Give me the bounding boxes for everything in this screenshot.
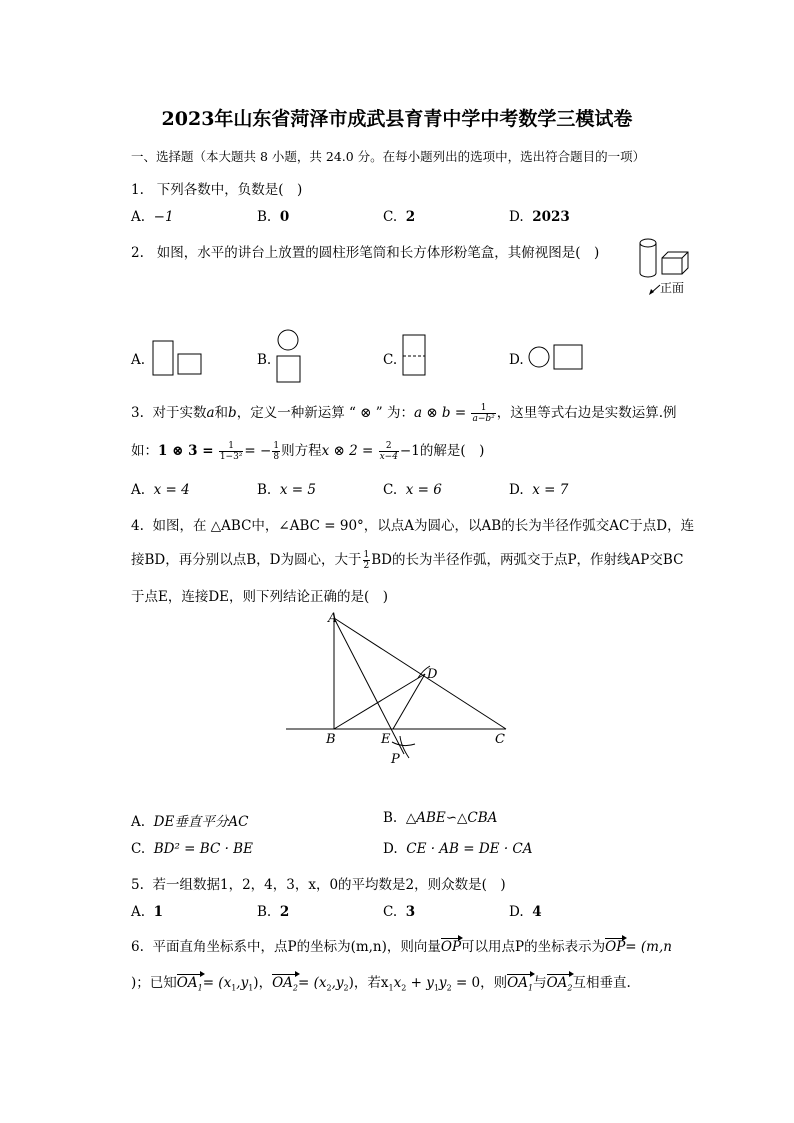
label-A: A xyxy=(328,611,338,626)
fraction: $\frac{1}{2}$ xyxy=(363,550,370,571)
q4-option-b[interactable]: B. △ABE∽△CBA xyxy=(383,810,498,826)
q1-option-b[interactable]: B. 0 xyxy=(257,209,290,225)
question-4-line-2: 接BD，再分别以点B，D为圆心，大于 $\frac{1}{2}$ BD的长为半径作弧，两弧交于点P，作射线AP交BC xyxy=(131,550,684,571)
q2-option-a-figure xyxy=(151,340,205,378)
question-number: 2. xyxy=(131,245,144,261)
question-3-line-2: 如：1 ⊗ 3 = $\frac{1}{\text{1−3²}}$ = − $\frac{1}{8}$ 则方程x ⊗ 2 = $\frac{2}{x-4}$ −1的解是( ) xyxy=(131,441,485,462)
q3-option-d[interactable]: D. x = 7 xyxy=(509,482,569,498)
q3-option-c[interactable]: C. x = 6 xyxy=(383,482,442,498)
page-title: 2023年山东省菏泽市成武县育青中学中考数学三模试卷 xyxy=(161,108,633,130)
q5-option-c[interactable]: C. 3 xyxy=(383,904,416,920)
q1-option-c[interactable]: C. 2 xyxy=(383,209,416,225)
q2-option-d-figure xyxy=(528,343,588,373)
q2-option-b[interactable]: B. xyxy=(257,352,272,368)
section-heading: 一、选择题（本大题共 8 小题，共 24.0 分。在每小题列出的选项中，选出符合题目的一项） xyxy=(131,149,646,164)
fraction: $\frac{1}{\text{a−b²}}$ xyxy=(472,403,495,424)
q4-option-c[interactable]: C. BD² = BC · BE xyxy=(131,841,253,857)
q3-option-a[interactable]: A. x = 4 xyxy=(131,482,190,498)
label-E: E xyxy=(381,732,391,747)
q3-option-b[interactable]: B. x = 5 xyxy=(257,482,316,498)
q2-option-b-figure xyxy=(274,329,304,385)
q2-option-a[interactable]: A. xyxy=(131,352,146,368)
question-4-line-3: 于点E，连接DE，则下列结论正确的是( ) xyxy=(131,589,389,605)
question-number: 1. xyxy=(131,182,144,198)
question-5: 5. 若一组数据1，2，4，3，x，0的平均数是2，则众数是( ) xyxy=(131,877,506,893)
question-1 xyxy=(131,178,302,198)
question-4-line-1: 4. 如图，在 △ABC中，∠ABC = 90°，以点A为圆心，以AB的长为半径作弧交AC于点D，连 xyxy=(131,518,695,534)
label-D: D xyxy=(427,667,438,682)
question-6-line-2: )；已知$OA_1= (x_1,y_1)$，$OA_2= (x_2,y_2)$，若$x_1x_2 + y_1y_2 = 0$，则$OA_1$与$OA_2$互相垂直. xyxy=(131,975,631,993)
front-view-label: 正面 xyxy=(660,281,685,295)
question-stem: 如图，水平的讲台上放置的圆柱形笔筒和长方体形粉笔盒，其俯视图是( ) xyxy=(156,245,600,261)
question-3-line-1: 3. 对于实数a和b，定义一种新运算 “ ⊗ ” 为：a ⊗ b = $\frac{1}{\text{a−b²}}$ ，这里等式右边是实数运算.例 xyxy=(131,403,677,424)
question-2 xyxy=(131,241,599,261)
q1-option-d[interactable]: D. 2023 xyxy=(509,209,570,225)
q4-option-d[interactable]: D. CE · AB = DE · CA xyxy=(383,841,533,857)
q1-option-a[interactable]: A. −1 xyxy=(131,209,174,225)
label-C: C xyxy=(495,732,505,747)
fraction: $\frac{1}{\text{1−3²}}$ xyxy=(219,441,243,462)
q5-option-d[interactable]: D. 4 xyxy=(509,904,542,920)
q4-option-a[interactable]: A. DE垂直平分AC xyxy=(131,814,249,830)
q5-option-b[interactable]: B. 2 xyxy=(257,904,290,920)
q5-option-a[interactable]: A. 1 xyxy=(131,904,164,920)
fraction: $\frac{2}{x-4}$ xyxy=(379,441,398,462)
fraction: $\frac{1}{8}$ xyxy=(273,441,280,462)
label-P: P xyxy=(391,752,400,767)
q2-option-c-figure xyxy=(401,334,429,378)
q2-option-c[interactable]: C. xyxy=(383,352,398,368)
q4-geometry-figure xyxy=(280,608,520,770)
question-6-line-1: 6. 平面直角坐标系中，点P的坐标为(m,n)，则向量OP可以用点P的坐标表示为OP= (m,n xyxy=(131,939,672,955)
question-stem: 下列各数中，负数是( ) xyxy=(156,182,303,198)
q2-option-d[interactable]: D. xyxy=(509,352,524,368)
label-B: B xyxy=(326,732,336,747)
